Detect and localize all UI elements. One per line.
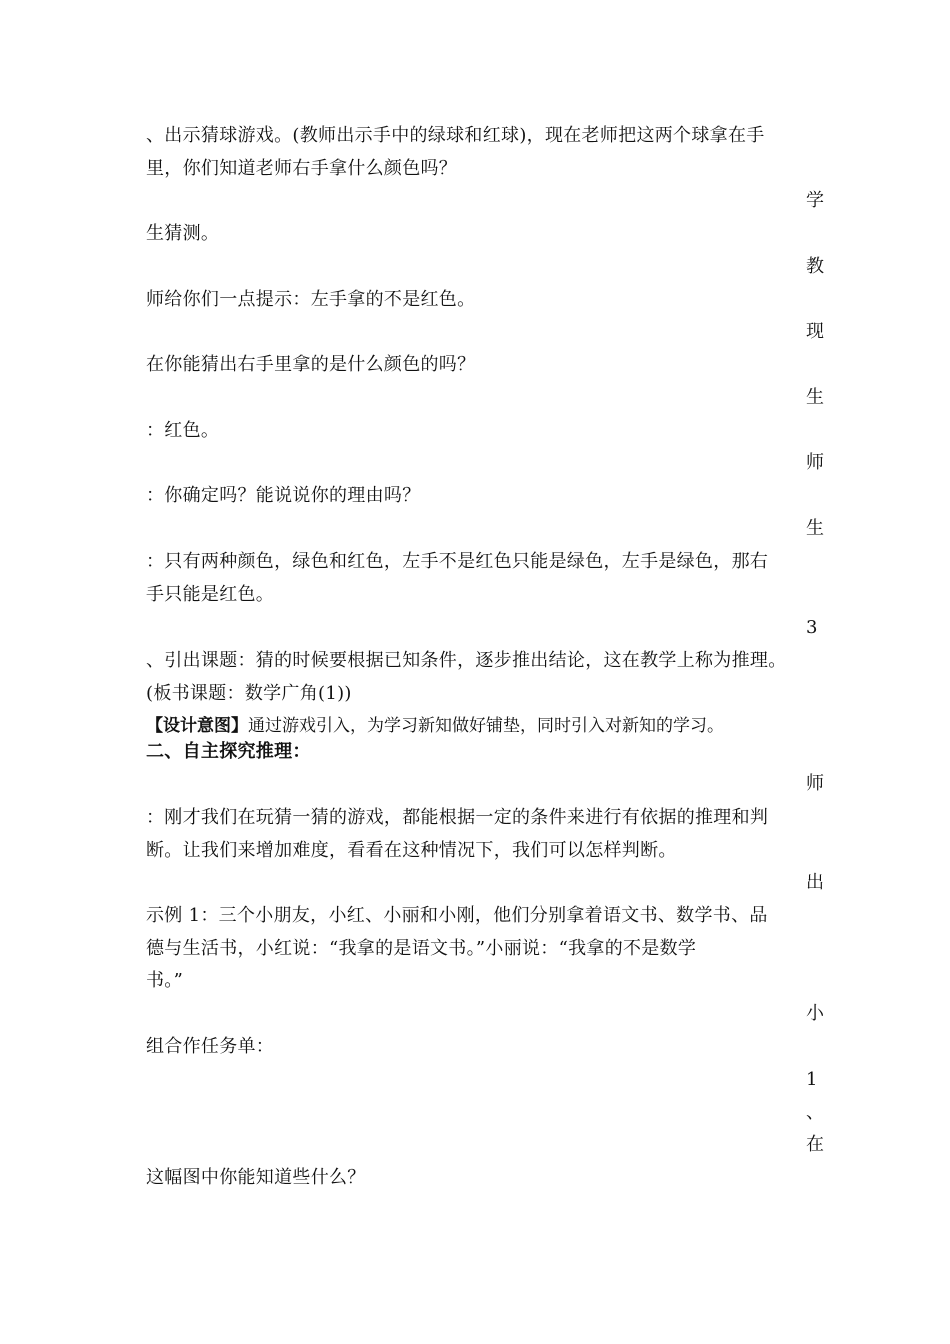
margin-char: 生 [806, 518, 824, 539]
paragraph-line: 手只能是红色。 [146, 584, 275, 605]
paragraph-line: 里，你们知道老师右手拿什么颜色吗？ [146, 158, 458, 179]
paragraph-line: 示例 1：三个小朋友，小红、小丽和小刚，他们分别拿着语文书、数学书、品 [146, 905, 768, 926]
margin-char: 师 [806, 773, 824, 794]
paragraph-line: ：你确定吗？能说说你的理由吗？ [146, 485, 421, 506]
paragraph-line: 、出示猜球游戏。(教师出示手中的绿球和红球)，现在老师把这两个球拿在手 [146, 125, 765, 146]
design-intent-text: 通过游戏引入，为学习新知做好铺垫，同时引入对新知的学习。 [248, 716, 724, 736]
paragraph-line: ：红色。 [146, 420, 220, 441]
margin-char: 学 [806, 190, 824, 211]
paragraph-line: 断。让我们来增加难度，看看在这种情况下，我们可以怎样判断。 [146, 840, 677, 861]
paragraph-line: ：刚才我们在玩猜一猜的游戏，都能根据一定的条件来进行有依据的推理和判 [146, 807, 769, 828]
margin-char: 生 [806, 387, 824, 408]
margin-char: 师 [806, 452, 824, 473]
paragraph-line: 、引出课题：猜的时候要根据已知条件，逐步推出结论，这在教学上称为推理。 [146, 650, 787, 671]
margin-char: 现 [806, 321, 824, 342]
margin-char: 在 [806, 1134, 824, 1155]
design-intent [146, 714, 724, 738]
paragraph-line: 这幅图中你能知道些什么？ [146, 1167, 366, 1188]
margin-char: 3 [806, 617, 818, 638]
margin-char: 出 [806, 872, 824, 893]
paragraph-line: 书。” [146, 970, 184, 991]
margin-char: 1 [806, 1069, 818, 1090]
paragraph-line: ：只有两种颜色，绿色和红色，左手不是红色只能是绿色，左手是绿色，那右 [146, 551, 769, 572]
paragraph-line: 师给你们一点提示：左手拿的不是红色。 [146, 289, 476, 310]
paragraph-line: 德与生活书，小红说：“我拿的是语文书。”小丽说：“我拿的不是数学 [146, 938, 697, 959]
paragraph-line: 生猜测。 [146, 223, 220, 244]
margin-char: 小 [806, 1003, 824, 1024]
paragraph-line: 在你能猜出右手里拿的是什么颜色的吗？ [146, 354, 476, 375]
design-intent-label: 【设计意图】 [146, 716, 248, 736]
paragraph-line: (板书课题：数学广角(1)) [146, 683, 352, 704]
paragraph-line: 组合作任务单： [146, 1036, 275, 1057]
section-heading: 二、自主探究推理： [146, 741, 311, 762]
margin-char: 教 [806, 256, 824, 277]
margin-char: 、 [806, 1102, 824, 1123]
